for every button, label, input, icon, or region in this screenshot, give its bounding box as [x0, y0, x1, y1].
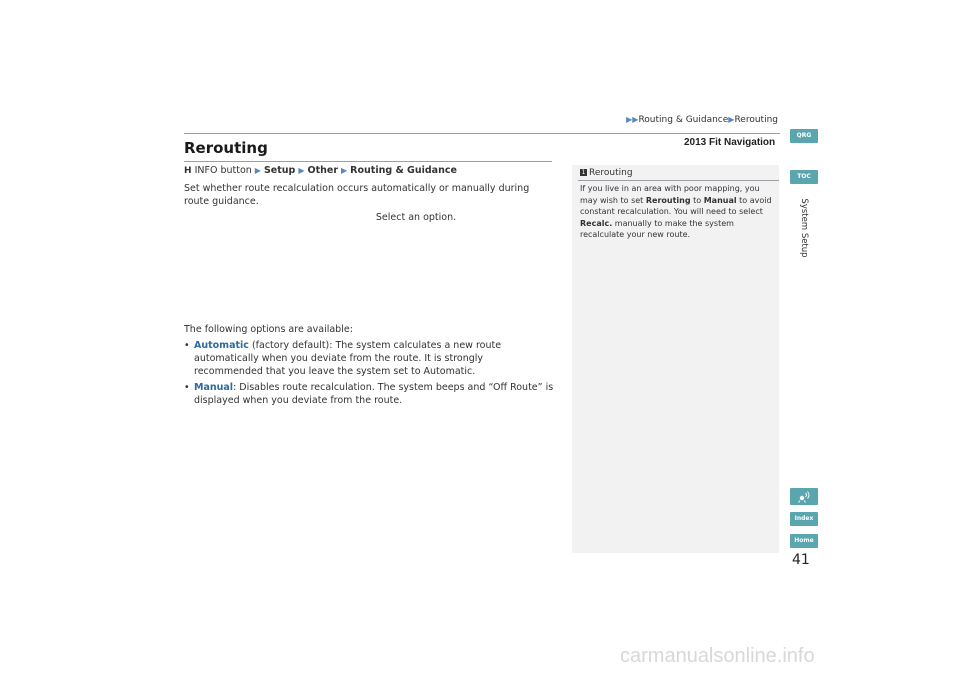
toc-tab[interactable]: TOC — [790, 170, 818, 184]
section-label: System Setup — [799, 198, 809, 258]
watermark: carmanualsonline.info — [620, 645, 815, 667]
sidebar-text-part: to avoid constant recalculation. You will need to select — [580, 195, 772, 216]
header-divider — [184, 133, 780, 134]
page-title: Rerouting — [184, 139, 268, 157]
sidebar-text-part: to — [690, 195, 704, 205]
sidebar-term: Manual — [703, 195, 737, 205]
sidebar-term: Rerouting — [645, 195, 691, 205]
page-number: 41 — [792, 552, 810, 568]
nav-path-start: INFO button — [194, 165, 252, 176]
brand-label: 2013 Fit Navigation — [684, 137, 776, 148]
reference-icon: 1 — [581, 169, 586, 176]
voice-command-icon — [790, 488, 818, 505]
option-manual — [184, 381, 554, 407]
qrg-tab[interactable]: QRG — [790, 129, 818, 143]
index-tab[interactable]: Index — [790, 512, 818, 526]
sidebar-divider — [578, 180, 779, 181]
intro-text: Set whether route recalculation occurs automatically or manually during route guidance. — [184, 183, 530, 207]
title-divider — [184, 161, 552, 162]
option-desc: (factory default): The system calculates a new route automatically when you deviate from the route. It is strongly recommended that you leave the system set to Automatic. — [194, 340, 502, 377]
breadcrumb-section[interactable]: Routing & Guidance — [638, 115, 729, 125]
nav-step-routing-guidance: Routing & Guidance — [350, 165, 457, 176]
sidebar-text-part: manually to make the system recalculate your new route. — [580, 218, 734, 239]
option-automatic — [184, 339, 554, 378]
sidebar-title-text: Rerouting — [589, 168, 633, 178]
nav-step-setup: Setup — [263, 165, 296, 176]
arrow-right-icon: ▶ — [254, 166, 261, 175]
home-symbol: H — [184, 166, 192, 176]
option-desc: : Disables route recalculation. The system beeps and “Off Route” is displayed when you deviate from the route. — [194, 382, 554, 406]
sidebar-note — [572, 165, 779, 553]
nav-path — [184, 164, 554, 178]
arrow-right-icon: ▶ — [728, 115, 735, 124]
breadcrumb — [626, 115, 778, 125]
sidebar-title — [580, 168, 633, 178]
sidebar-term: Recalc. — [580, 218, 613, 228]
arrow-right-icon: ▶ — [341, 166, 348, 175]
bullet-icon: • — [184, 382, 190, 393]
home-tab[interactable]: Home — [790, 534, 818, 548]
voice-command-button[interactable] — [790, 488, 818, 505]
option-name: Automatic — [194, 340, 249, 351]
sidebar-text-part: If you live in an area with poor mapping, you may wish to set — [580, 184, 760, 205]
figure-caption: Select an option. — [375, 212, 457, 223]
figure-area — [184, 224, 554, 323]
sidebar-text — [580, 183, 772, 241]
arrow-right-icon: ▶ — [298, 166, 305, 175]
main-content — [184, 164, 554, 407]
bullet-icon: • — [184, 340, 190, 351]
nav-step-other: Other — [307, 165, 339, 176]
arrow-right-icon: ▶▶ — [626, 115, 639, 124]
options-intro: The following options are available: — [184, 324, 353, 335]
breadcrumb-page: Rerouting — [734, 115, 778, 125]
option-name: Manual — [194, 382, 234, 393]
